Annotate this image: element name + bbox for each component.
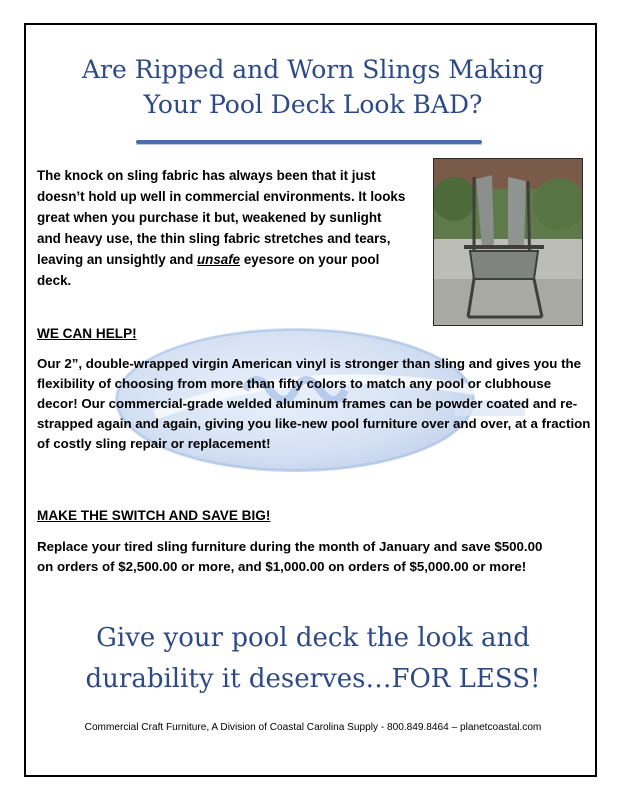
chair-photo-illustration <box>434 159 582 325</box>
section-body-make-the-switch: Replace your tired sling furniture during the month of January and save $500.00 on orders of $2,500.00 or more, and $1,000.00 on orders of $5,000.00 or more! <box>37 539 543 574</box>
headline-line-2: Your Pool Deck Look BAD? <box>143 90 483 119</box>
main-headline <box>30 52 596 122</box>
worn-sling-chair-photo <box>433 158 583 326</box>
section-heading-we-can-help: WE CAN HELP! <box>37 326 137 341</box>
intro-text-end: eyesore on your pool deck. <box>37 252 380 288</box>
headline-line-1: Are Ripped and Worn Slings Making <box>81 55 545 84</box>
closing-line-1: Give your pool deck the look and <box>96 623 530 653</box>
section-body-we-can-help: Our 2”, double-wrapped virgin American vinyl is stronger than sling and gives you the flexibility of choosing from more than fifty colors to match any pool or clubhouse decor! Our commercial-grade welded aluminum frames can be powder coated and re-strapped again and again, giving you like-new pool furniture over and over, at a fraction of costly sling repair or replacement! <box>37 356 591 451</box>
intro-text-start: The knock on sling fabric has always been that it just doesn’t hold up well in commercial environments. It looks great when you purchase it but, weakened by sunlight and heavy use, the thin sling fabric stretches and tears, leaving an unsightly and <box>37 168 406 267</box>
section-heading-make-the-switch: MAKE THE SWITCH AND SAVE BIG! <box>37 508 271 523</box>
intro-paragraph <box>37 165 409 291</box>
intro-emphasis: unsafe <box>196 252 241 267</box>
closing-headline <box>30 618 596 700</box>
footer-contact: Commercial Craft Furniture, A Division of Coastal Carolina Supply - 800.849.8464 – planetcoastal.com <box>84 722 542 733</box>
closing-line-2: durability it deserves…FOR LESS! <box>85 664 541 694</box>
headline-divider-shadow <box>136 144 482 145</box>
